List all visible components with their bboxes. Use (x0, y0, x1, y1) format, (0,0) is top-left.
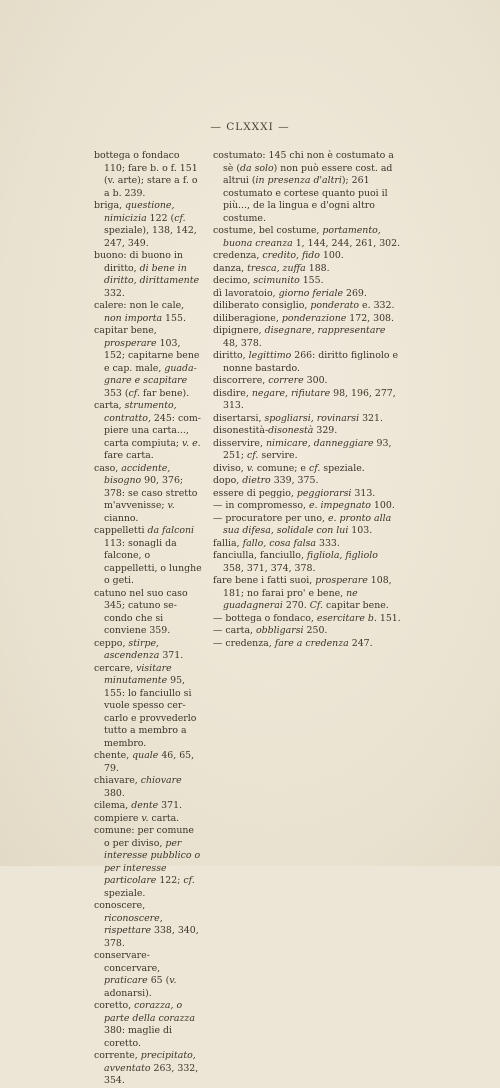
entry-text: 371. (159, 650, 184, 661)
entry-text: catuno nel suo caso 345; catuno secondo che si conviene 359. (94, 587, 188, 636)
entry-text: — procuratore per uno, (213, 512, 328, 524)
entry-text: 266: diritto figlinolo e nonne bastardo. (223, 350, 399, 374)
entry-gloss-italic: cf. (247, 450, 259, 461)
entry-text: capitar bene, (94, 325, 157, 336)
entry-text: fare carta. (104, 450, 154, 461)
entry-gloss-italic: v. (141, 812, 149, 824)
entry-text: 270. (282, 600, 310, 611)
entry-gloss-italic: prosperare (104, 337, 157, 349)
entry-gloss-italic: non importa (104, 312, 163, 324)
index-entry (213, 575, 401, 613)
index-entry (213, 550, 401, 575)
entry-gloss-italic: esercitare b. (316, 612, 377, 624)
entry-gloss-italic: chiovare (140, 775, 182, 786)
entry-gloss-italic: cf. (308, 462, 321, 474)
entry-text: 155. (299, 275, 324, 286)
entry-text: credenza, (213, 250, 263, 261)
entry-text: 90, 376; 378: se caso stretto m'avvenisse; (104, 475, 198, 511)
entry-text: 353 ( (104, 387, 129, 399)
index-entry (94, 813, 202, 826)
entry-text: discorrere, (213, 375, 269, 386)
entry-gloss-italic: dente (131, 800, 159, 811)
index-entry (213, 225, 401, 250)
entry-text: 245: compiere una carta..., carta compiuta; (104, 412, 201, 449)
entry-text: disdire, (213, 387, 252, 399)
entry-text: dopo, (213, 475, 243, 486)
index-entry (94, 300, 202, 325)
index-entry (213, 513, 401, 538)
entry-text: 263, 332, 354. (104, 1062, 199, 1086)
entry-gloss-italic: riconoscere, rispettare (104, 912, 163, 936)
index-entry (213, 538, 401, 551)
entry-text: 155. (162, 312, 186, 324)
entry-text: diliberagione, (213, 312, 282, 324)
entry-text: cercare, (94, 662, 137, 674)
entry-text: servire. (258, 450, 298, 461)
entry-text: disservire, (213, 437, 266, 449)
index-entry (213, 438, 401, 463)
entry-text: 100. (319, 250, 344, 261)
index-entry (213, 300, 401, 313)
index-entry (213, 488, 401, 501)
entry-gloss-italic: da falconi (147, 525, 195, 536)
entry-gloss-italic: spogliarsi, rovinarsi (264, 412, 360, 424)
entry-gloss-italic: da solo (240, 162, 274, 174)
entry-text: 358, 371, 374, 378. (223, 562, 316, 574)
entry-text: diritto, (213, 350, 249, 361)
entry-text: ); 261 costumato e cortese quanto puoi il più..., de la lingua e d'ogni altro costume. (223, 175, 388, 224)
entry-gloss-italic: peggiorarsi (296, 487, 352, 499)
index-entry (213, 475, 401, 488)
entry-text: caso, (94, 462, 122, 474)
entry-text: 339, 375. (270, 475, 319, 486)
index-entry (94, 588, 202, 638)
index-entry (213, 350, 401, 375)
entry-gloss-italic: scimunito (253, 275, 300, 286)
entry-gloss-italic: fallo, cosa falsa (242, 537, 317, 549)
entry-text: — credenza, (213, 637, 275, 649)
entry-text: briga, (94, 200, 126, 211)
entry-text: diliberato consiglio, (213, 300, 311, 311)
entry-text: 1, 144, 244, 261, 302. (292, 237, 401, 249)
entry-text: diviso, (213, 462, 247, 474)
entry-text: fanciulla, fanciullo, (213, 550, 307, 561)
entry-text: bottega o fondaco 110; fare b. o f. 151 (v. arte); stare a f. o a b. 239. (94, 150, 198, 199)
index-entry (94, 663, 202, 751)
entry-gloss-italic: praticare (104, 975, 148, 986)
index-entry (94, 775, 202, 800)
entry-text: 300. (303, 375, 328, 386)
entry-text: e. 332. (359, 300, 395, 311)
entry-gloss-italic: precipitato, avventato (104, 1050, 196, 1074)
entry-gloss-italic: negare, rifiutare (251, 387, 331, 399)
entry-text: costumato: 145 chi non è costumato a sè ( (213, 150, 394, 174)
entry-text: costume, bel costume, (213, 225, 323, 236)
entry-text: ceppo, (94, 637, 129, 649)
entry-text: 172, 308. (346, 312, 395, 324)
index-entry (94, 525, 202, 588)
entry-gloss-italic: e. impegnato (308, 500, 371, 511)
entry-gloss-italic: Cf. (309, 600, 324, 611)
entry-text: 247. (348, 637, 373, 649)
entry-gloss-italic: in presenza d'altri (255, 175, 342, 186)
entry-text: 380: maglie di coretto. (104, 1025, 173, 1049)
index-entry (213, 638, 401, 651)
index-entry (213, 500, 401, 513)
entry-text: speziale. (320, 462, 365, 474)
entry-gloss-italic: stirpe, ascendenza (104, 637, 160, 661)
index-entry (94, 150, 202, 200)
entry-gloss-italic: visitare minutamente (104, 662, 172, 686)
entry-text: 95, 155: lo fanciullo si vuole spesso cercarlo e provvederlo tutto a membro a membro. (104, 675, 197, 749)
entry-text: — in compromesso, (213, 500, 309, 511)
entry-gloss-italic: ponderato (310, 300, 360, 311)
entry-gloss-italic: v. (246, 462, 254, 474)
index-entry (94, 638, 202, 663)
entry-text: essere di peggio, (213, 487, 297, 499)
entry-text: 122; (156, 875, 184, 886)
index-entry (213, 250, 401, 263)
index-entry (94, 950, 202, 1000)
index-entry (213, 313, 401, 326)
index-entry (94, 900, 202, 950)
entry-text: 108, 181; no farai pro' e bene, (223, 575, 392, 599)
entry-gloss-italic: tresca, zuffa (247, 262, 306, 274)
entry-text: disertarsi, (213, 412, 265, 424)
entry-text: conservare-concervare, (94, 950, 161, 974)
entry-gloss-italic: cf. (174, 212, 186, 224)
entry-text: carta. (148, 812, 180, 824)
entry-text: 48, 378. (223, 337, 262, 349)
page-number-header: — CLXXXI — (210, 121, 290, 133)
entry-gloss-italic: cf. (183, 875, 195, 886)
entry-gloss-italic: ne guadagnerai (223, 587, 358, 611)
entry-text: dipignere, (213, 325, 265, 336)
index-entry (94, 400, 202, 463)
index-entry (213, 325, 401, 350)
entry-gloss-italic: v. (169, 975, 177, 986)
entry-text: 269. (343, 287, 367, 299)
entry-text: 329. (313, 425, 338, 436)
entry-gloss-italic: nimicare, danneggiare (265, 437, 374, 449)
entry-text: 321. (359, 412, 383, 424)
entry-text: carta, (94, 400, 125, 411)
entry-text: 65 ( (147, 975, 170, 986)
entry-text: cappelletti (94, 525, 148, 536)
entry-text: disonestità- (213, 425, 269, 436)
entry-text: chiavare, (94, 775, 141, 786)
entry-text: 100. (370, 500, 395, 511)
entry-gloss-italic: corazza, o parte della corazza (104, 1000, 195, 1024)
entry-text: dì lavoratoio, (213, 287, 279, 299)
index-entry (213, 625, 401, 638)
index-entry (94, 250, 202, 300)
entry-gloss-italic: legittimo (248, 350, 292, 361)
index-entry (213, 425, 401, 438)
index-entry (213, 463, 401, 476)
entry-gloss-italic: quale (132, 750, 159, 761)
entry-gloss-italic: correre (268, 375, 304, 386)
entry-gloss-italic: ponderazione (281, 312, 347, 324)
index-entry (94, 825, 202, 900)
index-entry (213, 263, 401, 276)
entry-text: 113: sonagli da falcone, o cappelletti, o lunghe o geti. (104, 537, 202, 586)
index-entry (94, 750, 202, 775)
entry-gloss-italic: disegnare, rappresentare (264, 325, 386, 336)
entry-text: 46, 65, 79. (104, 750, 195, 774)
index-entry (213, 150, 401, 225)
entry-text: 122 ( (146, 212, 175, 224)
index-entry (94, 1050, 202, 1088)
entry-gloss-italic: portamento, buona creanza (223, 225, 381, 249)
index-entry (213, 275, 401, 288)
entry-gloss-italic: per interesse pubblico o per interesse particolare (104, 837, 201, 886)
entry-text: 250. (303, 625, 328, 636)
index-entry (213, 613, 401, 626)
entry-text: ) non può essere cost. ad altrui ( (223, 162, 393, 186)
entry-text: comune; e (253, 462, 309, 474)
entry-gloss-italic: disonestà (268, 425, 314, 436)
index-entry (94, 800, 202, 813)
entry-text: 371. (158, 800, 183, 811)
entry-text: corrente, (94, 1050, 141, 1061)
index-entry (213, 375, 401, 388)
entry-text: 188. (305, 262, 330, 274)
entry-text: cianno. (104, 512, 139, 524)
entry-gloss-italic: e. pronto alla sua difesa, solidale con lui (223, 512, 392, 536)
entry-text: conoscere, (94, 900, 146, 911)
entry-gloss-italic: accidente, bisogno (104, 462, 171, 486)
entry-text: 151. (376, 612, 401, 624)
entry-gloss-italic: strumento, contratto, (104, 400, 177, 424)
entry-text: 333. (316, 537, 340, 549)
entry-text: 103, 152; capitarne bene e cap. male, (104, 337, 200, 374)
entry-gloss-italic: prosperare (315, 575, 368, 586)
entry-gloss-italic: obbligarsi (256, 625, 304, 636)
entry-text: decimo, (213, 275, 254, 286)
entry-text: 98, 196, 277, 313. (223, 387, 396, 411)
entry-text: fare bene i fatti suoi, (213, 575, 316, 586)
index-entry (213, 413, 401, 426)
entry-text: coretto, (94, 1000, 135, 1011)
entry-text: 380. (104, 787, 125, 799)
entry-gloss-italic: cf. (128, 387, 140, 399)
entry-gloss-italic: di bene in diritto, dirittamente (104, 262, 200, 286)
entry-text: calere: non le cale, (94, 300, 185, 311)
entry-gloss-italic: guadagnare e scapitare (104, 362, 197, 386)
entry-gloss-italic: giorno feriale (278, 287, 344, 299)
entry-text: buono: di buono in diritto, (94, 250, 183, 274)
index-column-left (94, 150, 202, 1088)
index-entry (94, 325, 202, 400)
entry-text: capitar bene. (323, 600, 389, 611)
entry-text: cilema, (94, 800, 132, 811)
entry-gloss-italic: figliola, figliolo (306, 550, 378, 561)
index-column-right (213, 150, 401, 650)
entry-gloss-italic: questione, nimicizia (104, 200, 175, 224)
entry-text: fallia, (213, 537, 243, 549)
entry-text: danza, (213, 262, 248, 274)
entry-gloss-italic: dietro (242, 475, 271, 486)
index-entry (94, 1000, 202, 1050)
entry-text: 93, 251; (223, 437, 392, 461)
entry-gloss-italic: credito, fido (262, 250, 320, 261)
index-entry (213, 288, 401, 301)
entry-gloss-italic: v. e. (181, 437, 201, 449)
entry-text: compiere (94, 812, 142, 824)
entry-text: 338, 340, 378. (104, 925, 199, 949)
entry-text: chente, (94, 750, 133, 761)
entry-gloss-italic: fare a credenza (274, 637, 349, 649)
index-entry (94, 463, 202, 526)
entry-text: far bene). (139, 387, 190, 399)
entry-text: speziale), 138, 142, 247, 349. (104, 225, 197, 249)
entry-text: — carta, (213, 625, 256, 636)
entry-text: comune: per comune o per diviso, (94, 825, 194, 849)
index-entry (213, 388, 401, 413)
entry-text: 313. (351, 487, 376, 499)
index-entry (94, 200, 202, 250)
entry-text: speziale. (104, 887, 146, 899)
entry-text: 332. (104, 287, 125, 299)
entry-text: — bottega o fondaco, (213, 612, 317, 624)
entry-text: adonarsi). (104, 987, 152, 999)
entry-text: 103. (348, 525, 373, 536)
entry-gloss-italic: v. (167, 500, 175, 511)
